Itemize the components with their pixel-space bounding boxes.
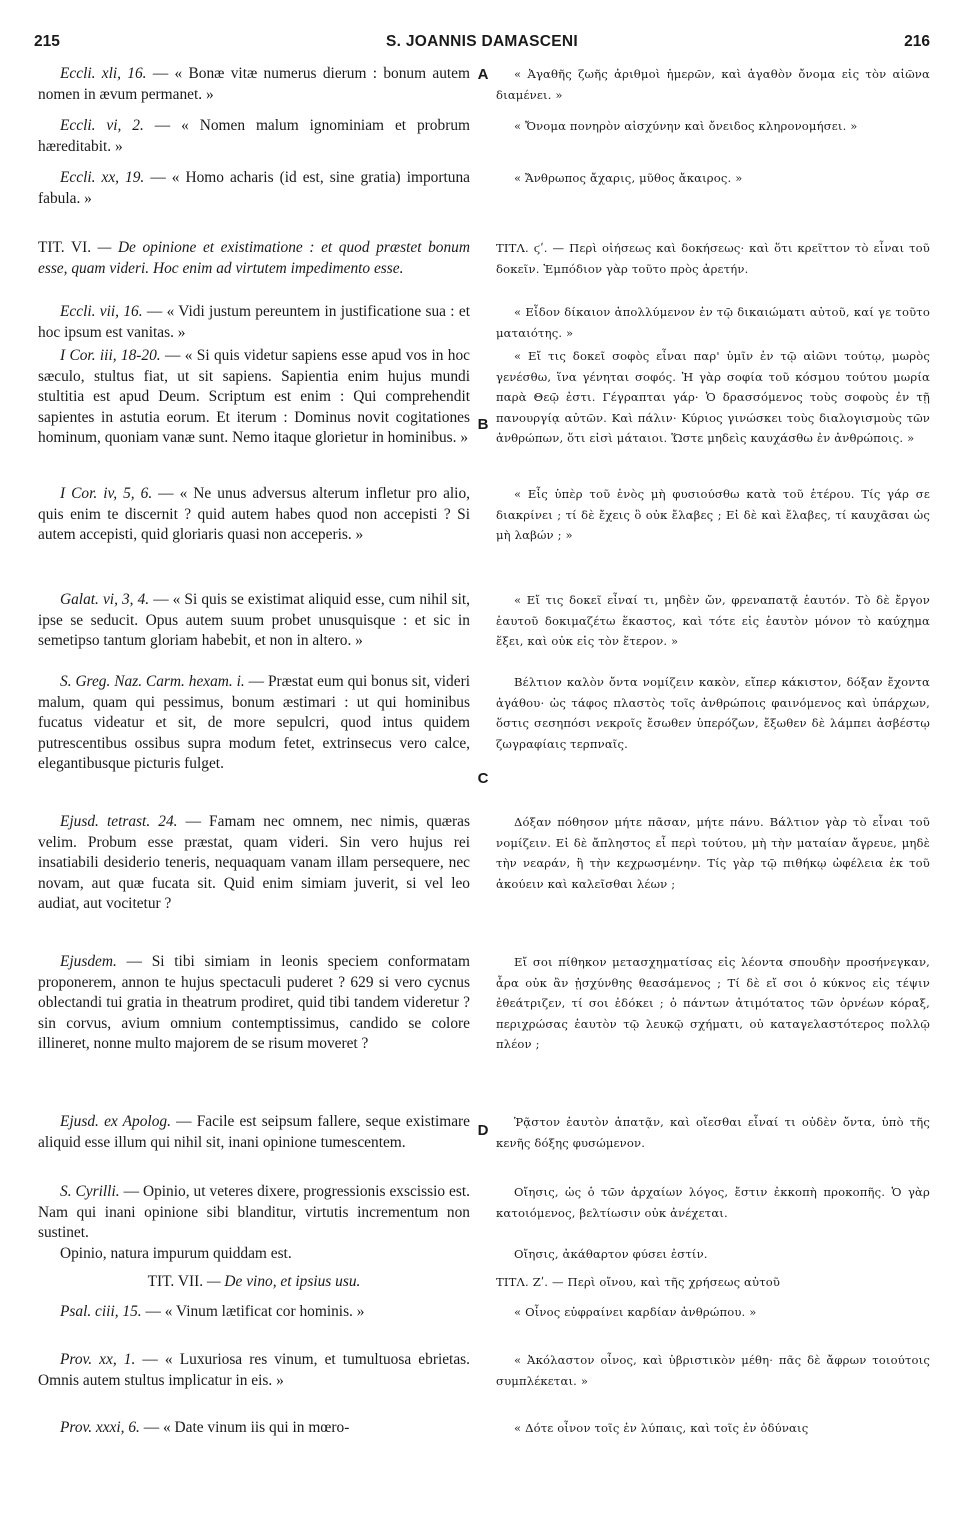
- entry-text: Βέλτιον καλὸν ὄντα νομίζειν κακὸν, εἴπερ κάκιστον, δόξαν ἔχοντα ἀγάθου· ὡς τάφος πλαστὸς τοῖς ἀνθρώποις φαινόμενος καὶ ὑπάρχων, ὅστις σεσηπόσι νεκροῖς ἔσωθεν ὑπερόζων, ἔξωθεν δὲ λάμπει ἀσβέστῳ ζωγραφίαις τερπναῖς.: [496, 675, 930, 751]
- latin-entry: [38, 346, 470, 449]
- entry-text: Opinio, natura impurum quiddam est.: [60, 1245, 292, 1262]
- latin-entry: [38, 1182, 470, 1244]
- latin-entry: [38, 168, 470, 209]
- section-marker-c: C: [477, 770, 489, 787]
- greek-entry: [496, 64, 930, 105]
- latin-title-vii: [38, 1272, 470, 1293]
- title-number: TIT. VII.: [147, 1273, 204, 1290]
- page-number-left: 215: [34, 33, 60, 50]
- greek-entry: [496, 1302, 930, 1323]
- greek-title-vi: [496, 238, 930, 279]
- greek-entry: [496, 168, 930, 189]
- latin-entry: [38, 116, 470, 157]
- section-marker-b: B: [477, 416, 489, 433]
- entry-text: « Δότε οἶνον τοῖς ἐν λύπαις, καὶ τοῖς ἐν ὀδύναις: [514, 1421, 809, 1435]
- latin-entry: [38, 1302, 470, 1323]
- entry-text: « Ἄνθρωπος ἄχαρις, μῦθος ἄκαιρος. »: [514, 171, 743, 185]
- entry-reference: Eccli. vii, 16.: [60, 303, 143, 320]
- entry-text: Οἴησις, ἀκάθαρτον φύσει ἐστίν.: [514, 1247, 708, 1261]
- entry-text: — « Nomen malum ignominiam et probrum hæreditabit. »: [38, 117, 470, 155]
- entry-text: — « Ne unus adversus alterum infletur pro alio, quis enim te discernit ? quid autem habes quod non accepisti ? Si autem accepisti, quid gloriaris quasi non acceperis. »: [38, 485, 470, 544]
- entry-reference: Ejusdem.: [60, 953, 117, 970]
- greek-entry: [496, 116, 930, 137]
- entry-reference: Prov. xx, 1.: [60, 1351, 136, 1368]
- greek-entry: [496, 1112, 930, 1153]
- greek-entry: [496, 346, 930, 449]
- greek-entry: [496, 1244, 930, 1265]
- title-text: — De vino, et ipsius usu.: [203, 1273, 361, 1290]
- entry-text: « Ἀκόλαστον οἶνος, καὶ ὑβριστικὸν μέθη· πᾶς δὲ ἄφρων τοιούτοις συμπλέκεται. »: [496, 1353, 930, 1388]
- title-text: ΤΙΤΛ. Ζʹ. — Περὶ οἴνου, καὶ τῆς χρήσεως αὐτοῦ: [496, 1275, 781, 1289]
- entry-text: — « Si quis se existimat aliquid esse, cum nihil sit, ipse se seducit. Opus autem suum probet unusquisque : et sic in semetipso tantum gloriam habebit, et non in altero. »: [38, 591, 470, 650]
- greek-entry: [496, 302, 930, 343]
- greek-entry: [496, 672, 930, 754]
- entry-reference: S. Cyrilli.: [60, 1183, 120, 1200]
- greek-title-vii: [496, 1272, 930, 1293]
- greek-entry: [496, 590, 930, 652]
- greek-entry: [496, 952, 930, 1055]
- greek-entry: [496, 812, 930, 894]
- entry-reference: Ejusd. tetrast. 24.: [60, 813, 178, 830]
- entry-text: « Εἷς ὑπὲρ τοῦ ἑνὸς μὴ φυσιούσθω κατὰ τοῦ ἑτέρου. Τίς γάρ σε διακρίνει ; τί δὲ ἔχεις ὃ οὐκ ἔλαβες ; Εἰ δὲ καὶ ἔλαβες, τί καυχᾶσαι ὡς μὴ λαβών ; »: [496, 487, 930, 543]
- entry-text: — « Vinum lætificat cor hominis. »: [141, 1303, 365, 1320]
- entry-text: « Εἴ τις δοκεῖ εἶναί τι, μηδὲν ὤν, φρεναπατᾷ ἑαυτόν. Τὸ δὲ ἔργον ἑαυτοῦ δοκιμαζέτω ἕκαστος, καὶ τότε εἰς ἑαυτὸν μόνον τὸ καύχημα ἕξει, καὶ οὐκ εἰς τὸν ἕτερον. »: [496, 593, 930, 649]
- entry-text: Δόξαν πόθησον μήτε πᾶσαν, μήτε πάνυ. Βάλτιον γὰρ τὸ εἶναι τοῦ νομίζειν. Εἰ δὲ ἄπληστος εἶ περὶ τούτου, μὴ τὴν ματαίαν ἄγρευε, μηδὲ τὴν νεαράν, ἢ τὴν κεχρωσμένην. Τίς γὰρ τῷ πιθήκῳ ὠφέλεια ἐκ τοῦ ἀκούειν καὶ καλεῖσθαι λέων ;: [496, 815, 930, 891]
- entry-text: Ῥᾷστον ἑαυτὸν ἀπατᾷν, καὶ οἴεσθαι εἶναί τι οὐδὲν ὄντα, ὑπὸ τῆς κενῆς δόξης φυσώμενον.: [496, 1115, 930, 1150]
- entry-text: — Si tibi simiam in leonis speciem conformatam proponerem, annon te hujus spectaculi puderet ? 629 si vero cycnus oblectandi tui gratia in theatrum prodiret, quid tibi tandem videretur ? sin corvus, avium omnium contemptissimus, candido se colore illineret, nonne multo majorem de se risum moveret ?: [38, 953, 470, 1053]
- entry-reference: I Cor. iv, 5, 6.: [60, 485, 153, 502]
- section-marker-a: A: [477, 66, 489, 83]
- page-number-right: 216: [904, 33, 930, 50]
- section-marker-d: D: [477, 1122, 489, 1139]
- entry-text: — Facile est seipsum fallere, seque existimare aliquid esse illum qui nihil sit, inani opinione tumescentem.: [38, 1113, 470, 1151]
- entry-text: — « Homo acharis (id est, sine gratia) importuna fabula. »: [38, 169, 470, 207]
- entry-reference: I Cor. iii, 18-20.: [60, 347, 161, 364]
- entry-reference: Eccli. vi, 2.: [60, 117, 144, 134]
- latin-entry: [38, 1112, 470, 1153]
- entry-text: — Præstat eum qui bonus sit, videri malum, quam qui pessimus, bonum æstimari : ut qui hominibus fucatus videatur et sit, de more sepulcri, quod intus quidem putrescentibus ossibus supra modum fetet, extrinsecus vero calce, elegantibusque picturis fulget.: [38, 673, 470, 773]
- entry-reference: Galat. vi, 3, 4.: [60, 591, 150, 608]
- latin-entry: [38, 812, 470, 915]
- entry-reference: Eccli. xx, 19.: [60, 169, 145, 186]
- running-title: S. JOANNIS DAMASCENI: [385, 33, 579, 50]
- title-text: ΤΙΤΛ. ϛʹ. — Περὶ οἰήσεως καὶ δοκήσεως· καὶ ὅτι κρεῖττον τὸ εἶναι τοῦ δοκεῖν. Ἐμπόδιον γὰρ τοῦτο πρὸς ἀρετήν.: [496, 241, 930, 276]
- greek-entry: [496, 484, 930, 546]
- greek-entry: [496, 1182, 930, 1223]
- entry-text: Εἴ σοι πίθηκον μετασχηματίσας εἰς λέοντα σπουδὴν προσήνεγκαν, ἆρα οὐκ ἂν ᾐσχύνθης θεασάμενος ; Τί δὲ εἴ σοι ὁ κύκνος εἰς τέψιν ἐθεάτριζεν, τί σοι ἐδόκει ; ὁ πάντων ἀτιμότατος τῶν ὀρνέων κόραξ, περιχρώσας ἑαυτὸν τῷ λευκῷ σχήματι, οὐ καταγελαστότερος πολλῷ πλέον ;: [496, 955, 930, 1052]
- entry-text: — « Vidi justum pereuntem in justificatione sua : et hoc ipsum est vanitas. »: [38, 303, 470, 341]
- latin-title-vi: [38, 238, 470, 279]
- latin-entry: [38, 64, 470, 105]
- greek-entry: [496, 1350, 930, 1391]
- latin-entry: [38, 672, 470, 775]
- latin-entry: [38, 302, 470, 343]
- entry-text: « Εἶδον δίκαιον ἀπολλύμενον ἐν τῷ δικαιώματι αὐτοῦ, καί γε τοῦτο ματαιότης. »: [496, 305, 930, 340]
- entry-text: — « Si quis videtur sapiens esse apud vos in hoc sæculo, stultus fiat, ut sit sapiens. Sapientia enim hujus mundi stultitia est apud Deum. Scriptum est enim : Qui comprehendit sapientes in astutia eorum. Et iterum : Dominus novit cogitationes hominum, quoniam vanæ sunt. Nemo itaque glorietur in hominibus. »: [38, 347, 470, 447]
- running-header: [34, 33, 930, 59]
- entry-text: — « Date vinum iis qui in mœro-: [139, 1419, 350, 1436]
- entry-text: — « Luxuriosa res vinum, et tumultuosa ebrietas. Omnis autem stultus implicatur in eis. »: [38, 1351, 470, 1389]
- entry-reference: S. Greg. Naz. Carm. hexam. i.: [60, 673, 245, 690]
- latin-entry: [38, 1244, 470, 1265]
- latin-entry: [38, 1418, 470, 1439]
- greek-entry: [496, 1418, 930, 1439]
- entry-reference: Ejusd. ex Apolog.: [60, 1113, 171, 1130]
- entry-text: — Famam nec omnem, nec nimis, quæras velim. Probum esse præstat, quam videri. Sin vero hujus rei insatiabili desiderio teneris, nequaquam vanam illam persequere, nec novam, aut quæ fucata sit. Quid enim simiam juverit, si vel leo audiat, aut vocitetur ?: [38, 813, 471, 913]
- title-text: — De opinione et existimatione : et quod præstet bonum esse, quam videri. Hoc enim ad virtutem impedimento esse.: [38, 239, 470, 277]
- latin-entry: [38, 590, 470, 652]
- entry-text: « Εἴ τις δοκεῖ σοφὸς εἶναι παρ' ὑμῖν ἐν τῷ αἰῶνι τούτῳ, μωρὸς γενέσθω, ἵνα γένηται σοφός. Ἡ γὰρ σοφία τοῦ κόσμου τούτου μωρία παρὰ Θεῷ ἐστι. Γέγραπται γάρ· Ὁ δρασσόμενος τοὺς σοφοὺς ἐν τῇ πανουργίᾳ αὐτῶν. Καὶ πάλιν· Κύριος γινώσκει τοὺς διαλογισμοὺς τῶν ἀνθρώπων, ὅτι εἰσὶ μάταιοι. Ὥστε μηδεὶς καυχάσθω ἐν ἀνθρώποις. »: [496, 349, 930, 446]
- latin-entry: [38, 484, 470, 546]
- entry-reference: Prov. xxxi, 6.: [60, 1419, 140, 1436]
- entry-text: « Ἀγαθῆς ζωῆς ἀριθμοὶ ἡμερῶν, καὶ ἀγαθὸν ὄνομα εἰς τὸν αἰῶνα διαμένει. »: [496, 67, 930, 102]
- entry-text: « Ὄνομα πονηρὸν αἰσχύνην καὶ ὄνειδος κληρονομήσει. »: [514, 119, 858, 133]
- latin-entry: [38, 952, 470, 1055]
- entry-text: « Οἶνος εὐφραίνει καρδίαν ἀνθρώπου. »: [514, 1305, 757, 1319]
- entry-text: Οἴησις, ὡς ὁ τῶν ἀρχαίων λόγος, ἔστιν ἐκκοπὴ προκοπῆς. Ὁ γὰρ κατοιόμενος, βελτίωσιν οὐκ ἀνέχεται.: [496, 1185, 930, 1220]
- latin-entry: [38, 1350, 470, 1391]
- entry-reference: Psal. ciii, 15.: [60, 1303, 142, 1320]
- entry-text: — Opinio, ut veteres dixere, progressionis exscissio est. Nam qui inani opinione sibi blanditur, virtutis incrementum non sustinet.: [38, 1183, 470, 1242]
- entry-text: — « Bonæ vitæ numerus dierum : bonum autem nomen in ævum permanet. »: [38, 65, 470, 103]
- title-number: TIT. VI.: [38, 239, 92, 256]
- entry-reference: Eccli. xli, 16.: [60, 65, 147, 82]
